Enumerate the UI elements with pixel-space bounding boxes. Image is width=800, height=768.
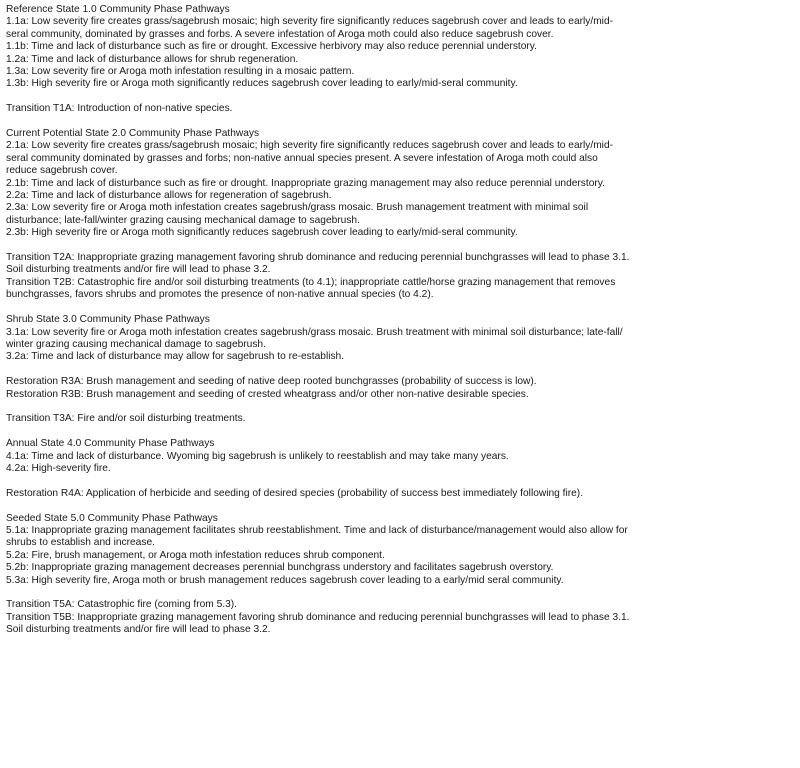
text-line: winter grazing causing mechanical damage to sagebrush.: [6, 338, 266, 350]
text-line: 5.2a: Fire, brush management, or Aroga moth infestation reduces shrub component.: [6, 549, 385, 561]
section-heading: Seeded State 5.0 Community Phase Pathways: [6, 512, 218, 524]
reference-state-section: [6, 4, 786, 91]
text-line: 2.1b: Time and lack of disturbance such as fire or drought. Inappropriate grazing management may also reduce perennial understory.: [6, 177, 605, 189]
text-line: 1.3a: Low severity fire or Aroga moth infestation resulting in a mosaic pattern.: [6, 66, 355, 78]
text-line: Transition T2A: Inappropriate grazing management favoring shrub dominance and reducing perennial bunchgrasses will lead to phase 3.1.: [6, 252, 630, 264]
annual-state-section: [6, 438, 786, 475]
text-line: 4.1a: Time and lack of disturbance. Wyoming big sagebrush is unlikely to reestablish and may take many years.: [6, 450, 509, 462]
text-line: Soil disturbing treatments and/or fire will lead to phase 3.2.: [6, 624, 271, 636]
text-line: 5.1a: Inappropriate grazing management facilitates shrub reestablishment. Time and lack of disturbance/management would also allow for: [6, 524, 628, 536]
text-line: 1.1a: Low severity fire creates grass/sagebrush mosaic; high severity fire significantly reduces sagebrush cover and leads to early/mid-: [6, 16, 614, 28]
text-line: 2.1a: Low severity fire creates grass/sagebrush mosaic; high severity fire significantly reduces sagebrush cover and leads to early/mid-: [6, 140, 614, 152]
text-line: Transition T5A: Catastrophic fire (coming from 5.3).: [6, 599, 237, 611]
section-heading: Shrub State 3.0 Community Phase Pathways: [6, 314, 210, 326]
section-heading: Reference State 1.0 Community Phase Pathways: [6, 4, 230, 15]
text-line: Restoration R3B: Brush management and seeding of crested wheatgrass and/or other non-native desirable species.: [6, 388, 529, 400]
seeded-state-section: [6, 513, 786, 587]
text-line: seral community, dominated by grasses and forbs. A severe infestation of Aroga moth could also reduce sagebrush cover.: [6, 28, 554, 40]
text-line: 1.3b: High severity fire or Aroga moth significantly reduces sagebrush cover leading to early/mid-seral community.: [6, 78, 518, 90]
text-line: Transition T1A: Introduction of non-native species.: [6, 103, 233, 115]
text-line: Transition T2B: Catastrophic fire and/or soil disturbing treatments (to 4.1); inappropriate cattle/horse grazing management that removes: [6, 276, 616, 288]
restoration-r4-section: [6, 488, 786, 500]
text-line: Transition T5B: Inappropriate grazing management favoring shrub dominance and reducing perennial bunchgrasses will lead to phase 3.1.: [6, 611, 630, 623]
text-line: Transition T3A: Fire and/or soil disturbing treatments.: [6, 413, 246, 425]
text-line: reduce sagebrush cover.: [6, 165, 118, 177]
text-line: 5.2b: Inappropriate grazing management decreases perennial bunchgrass understory and facilitates sagebrush overstory.: [6, 562, 554, 574]
transition-t1-section: [6, 103, 786, 115]
transition-t3-section: [6, 413, 786, 425]
text-line: Restoration R3A: Brush management and seeding of native deep rooted bunchgrasses (probability of success is low).: [6, 376, 537, 388]
transition-t5-section: [6, 599, 786, 636]
text-line: 1.2a: Time and lack of disturbance allows for shrub regeneration.: [6, 53, 299, 65]
text-line: seral community dominated by grasses and forbs; non-native annual species present. A severe infestation of Aroga moth could also: [6, 152, 598, 164]
section-heading: Current Potential State 2.0 Community Phase Pathways: [6, 128, 260, 140]
text-line: disturbance; late-fall/winter grazing causing mechanical damage to sagebrush.: [6, 214, 360, 226]
text-line: Restoration R4A: Application of herbicide and seeding of desired species (probability of success best immediately following fire).: [6, 487, 584, 499]
text-line: 5.3a: High severity fire, Aroga moth or brush management reduces sagebrush cover leading to a early/mid seral community.: [6, 574, 564, 586]
shrub-state-section: [6, 314, 786, 364]
text-line: 2.3b: High severity fire or Aroga moth significantly reduces sagebrush cover leading to early/mid-seral community.: [6, 227, 518, 239]
text-line: 3.1a: Low severity fire or Aroga moth infestation creates sagebrush/grass mosaic. Brush treatment with minimal soil disturbance; late-fall/: [6, 326, 623, 338]
text-line: 4.2a: High-severity fire.: [6, 462, 111, 474]
section-heading: Annual State 4.0 Community Phase Pathways: [6, 438, 215, 450]
text-line: shrubs to establish and increase.: [6, 537, 155, 549]
text-line: bunchgrasses, favors shrubs and promotes the presence of non-native annual species (to 4.2).: [6, 289, 434, 301]
text-line: 2.2a: Time and lack of disturbance allows for regeneration of sagebrush.: [6, 190, 332, 202]
text-line: 1.1b: Time and lack of disturbance such as fire or drought. Excessive herbivory may also reduce perennial understory.: [6, 41, 537, 53]
text-line: Soil disturbing treatments and/or fire will lead to phase 3.2.: [6, 264, 271, 276]
text-line: 2.3a: Low severity fire or Aroga moth infestation creates sagebrush/grass mosaic. Brush management treatment with minimal soil: [6, 202, 589, 214]
transition-t2-section: [6, 252, 786, 302]
restoration-r3-section: [6, 376, 786, 401]
current-potential-state-section: [6, 128, 786, 240]
text-line: 3.2a: Time and lack of disturbance may allow for sagebrush to re-establish.: [6, 351, 345, 363]
